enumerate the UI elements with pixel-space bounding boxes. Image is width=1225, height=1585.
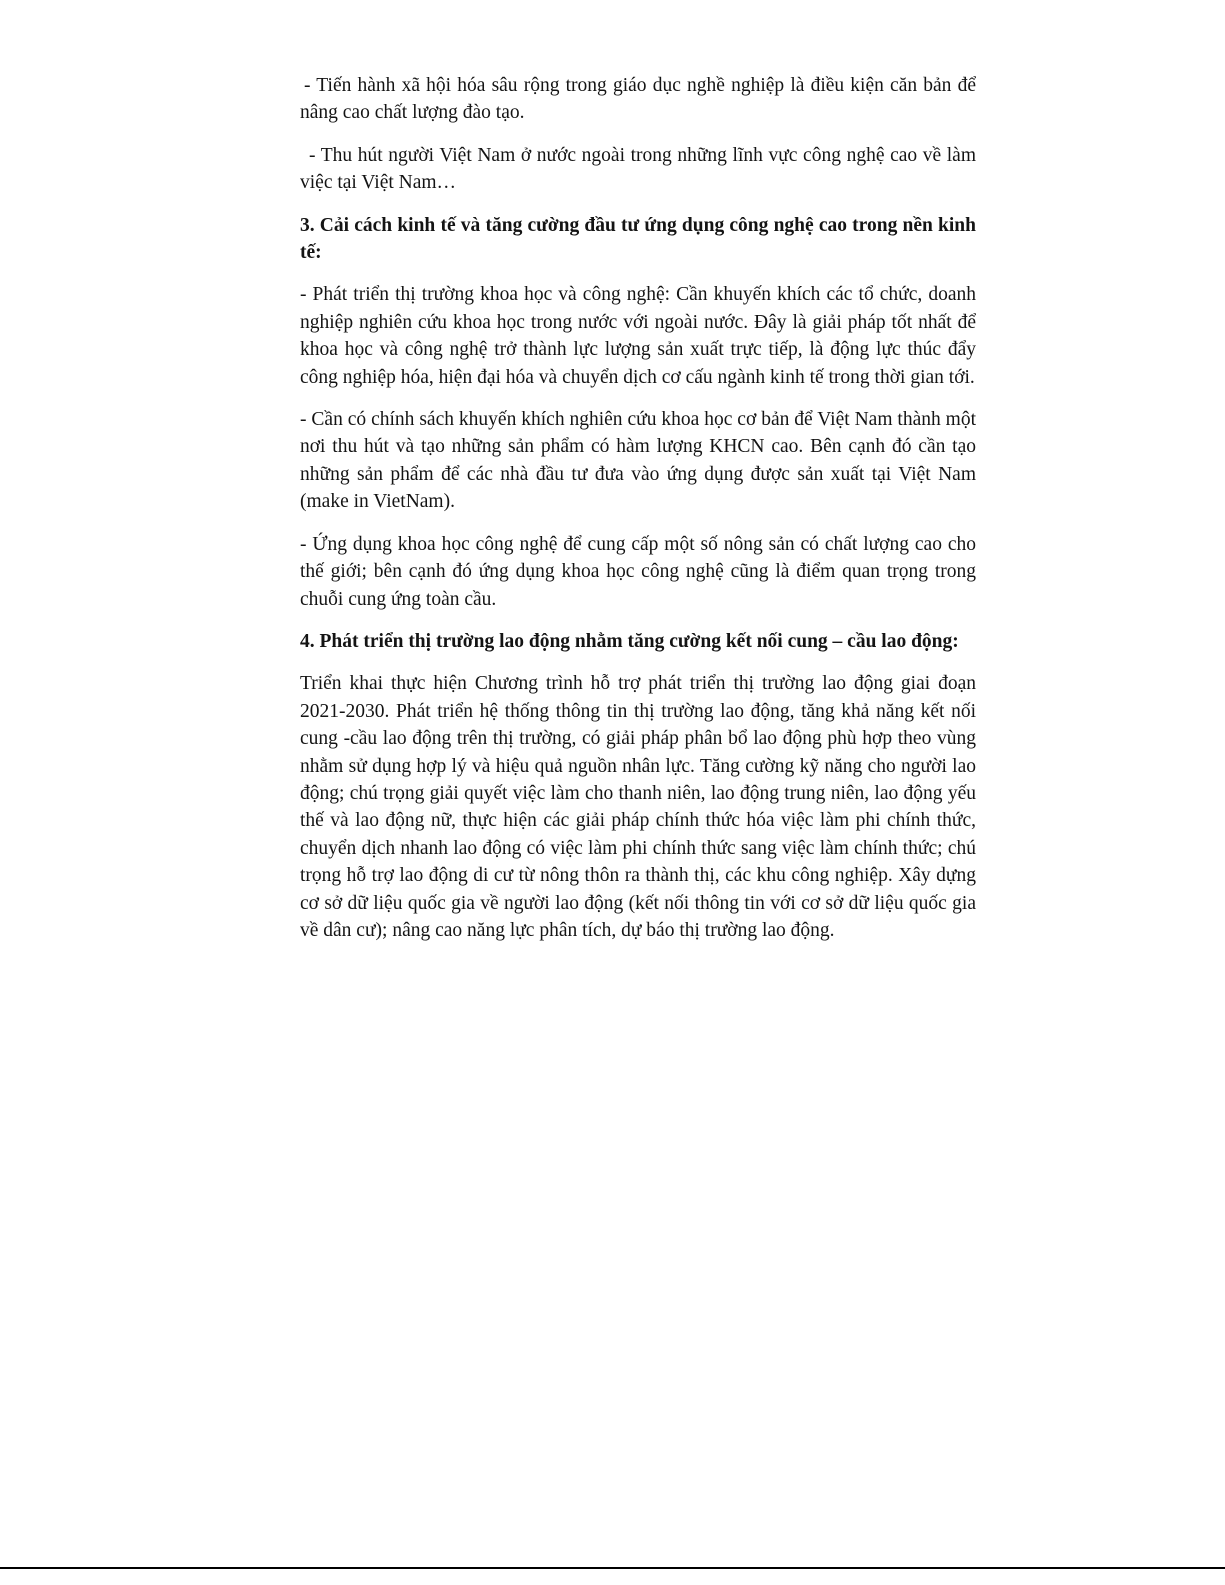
paragraph-basic-research-policy: - Cần có chính sách khuyến khích nghiên cứu khoa học cơ bản để Việt Nam thành một nơi thu hút và tạo những sản phẩm có hàm lượng KHCN cao. Bên cạnh đó cần tạo những sản phẩm để các nhà đầu tư đưa vào ứng dụng được sản xuất tại Việt Nam (make in VietNam). bbox=[300, 409, 976, 513]
paragraph-science-market: - Phát triển thị trường khoa học và công nghệ: Cần khuyến khích các tổ chức, doanh nghiệp nghiên cứu khoa học trong nước với ngoài nước. Đây là giải pháp tốt nhất để khoa học và công nghệ trở thành lực lượng sản xuất trực tiếp, là động lực thúc đẩy công nghiệp hóa, hiện đại hóa và chuyển dịch cơ cấu ngành kinh tế trong thời gian tới. bbox=[300, 284, 976, 388]
bottom-border-line bbox=[0, 1567, 1225, 1569]
paragraph-labor-market-program: Triển khai thực hiện Chương trình hỗ trợ phát triển thị trường lao động giai đoạn 2021-2030. Phát triển hệ thống thông tin thị trường lao động, tăng khả năng kết nối cung -cầu lao động trên thị trường, có giải pháp phân bổ lao động phù hợp theo vùng nhằm sử dụng hợp lý và hiệu quả nguồn nhân lực. Tăng cường kỹ năng cho người lao động; chú trọng giải quyết việc làm cho thanh niên, lao động trung niên, lao động yếu thế và lao động nữ, thực hiện các giải pháp chính thức hóa việc làm phi chính thức, chuyển dịch nhanh lao động có việc làm phi chính thức sang việc làm chính thức; chú trọng hỗ trợ lao động di cư từ nông thôn ra thành thị, các khu công nghiệp. Xây dựng cơ sở dữ liệu quốc gia về người lao động (kết nối thông tin với cơ sở dữ liệu quốc gia về dân cư); nâng cao năng lực phân tích, dự báo thị trường lao động. bbox=[300, 673, 976, 941]
paragraph-agriculture-technology: - Ứng dụng khoa học công nghệ để cung cấp một số nông sản có chất lượng cao cho thế giới; bên cạnh đó ứng dụng khoa học công nghệ cũng là điểm quan trọng trong chuỗi cung ứng toàn cầu. bbox=[300, 533, 976, 610]
paragraph-overseas-vietnamese: - Thu hút người Việt Nam ở nước ngoài trong những lĩnh vực công nghệ cao về làm việc tại Việt Nam… bbox=[300, 144, 976, 194]
section-heading-3: 3. Cải cách kinh tế và tăng cường đầu tư ứng dụng công nghệ cao trong nền kinh tế: bbox=[300, 214, 976, 264]
document-body bbox=[300, 72, 976, 944]
section-heading-4: 4. Phát triển thị trường lao động nhằm tăng cường kết nối cung – cầu lao động: bbox=[300, 630, 959, 652]
paragraph-socialization: - Tiến hành xã hội hóa sâu rộng trong giáo dục nghề nghiệp là điều kiện căn bản để nâng cao chất lượng đào tạo. bbox=[300, 75, 976, 124]
